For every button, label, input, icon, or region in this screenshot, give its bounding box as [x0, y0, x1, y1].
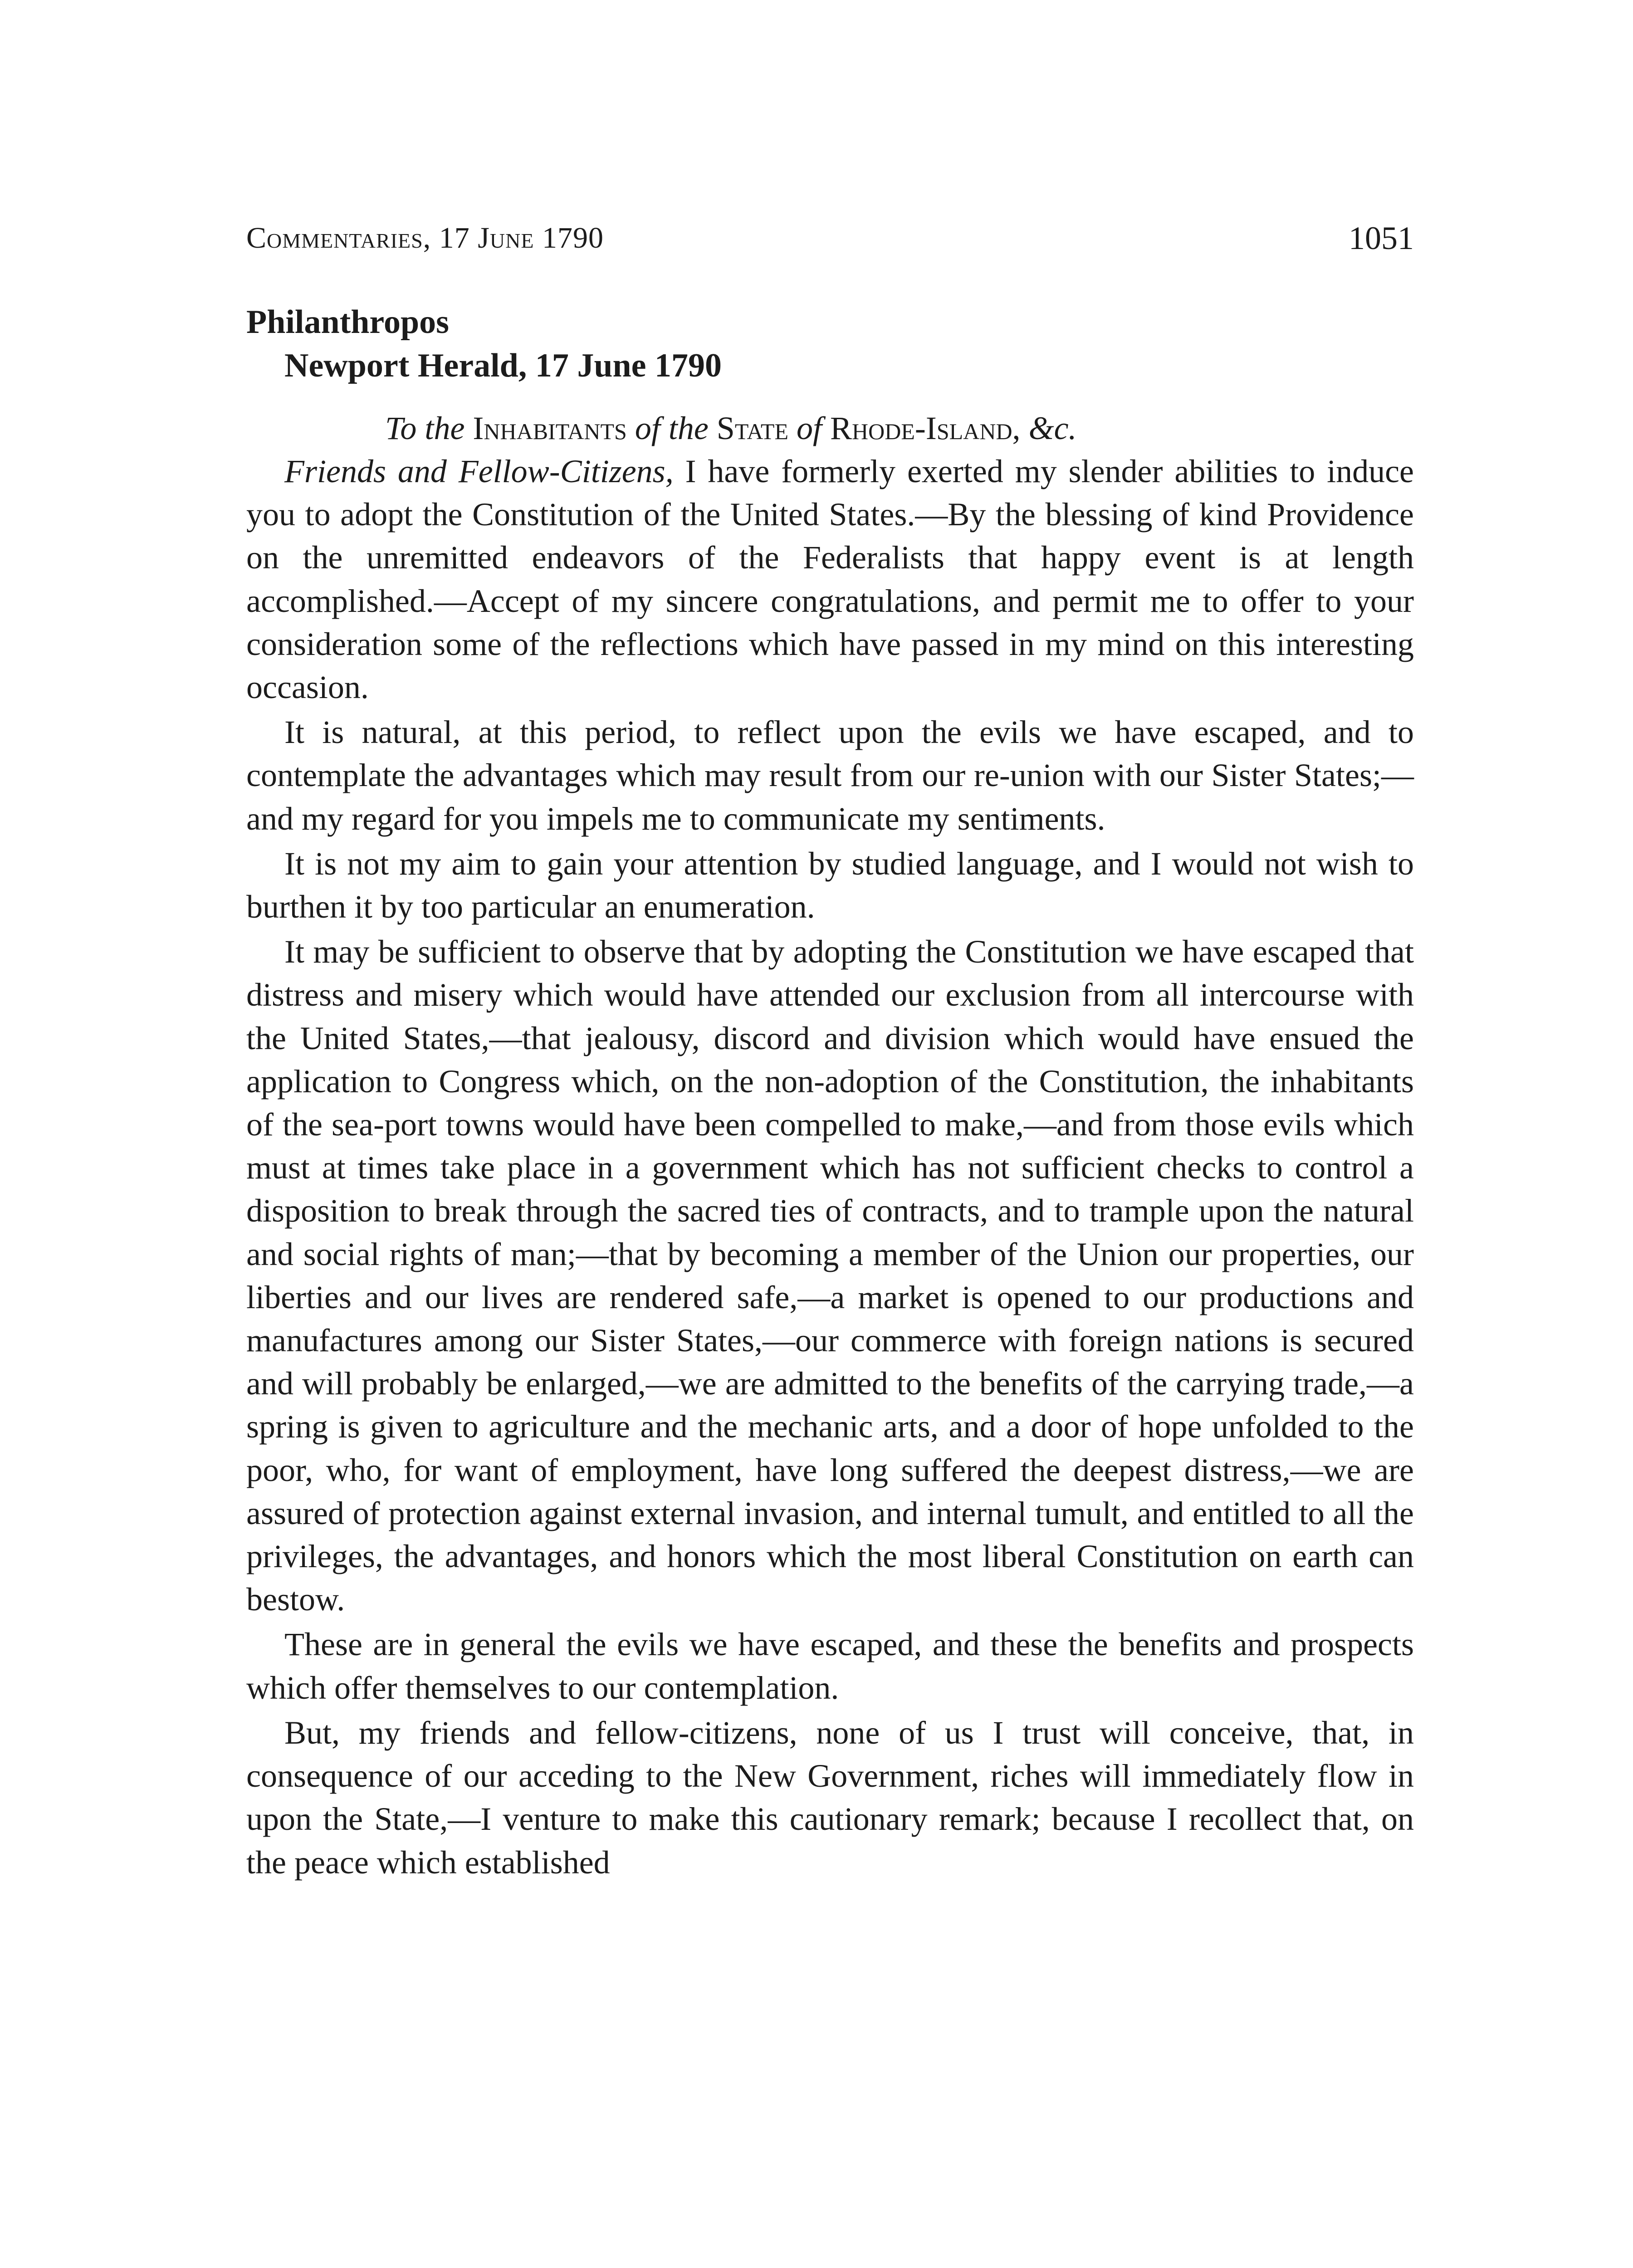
- address-of: of: [797, 410, 822, 446]
- address-to-the: To the: [385, 410, 465, 446]
- running-head: [246, 218, 1414, 259]
- address-state: State: [716, 410, 789, 446]
- address-of-the: of the: [635, 410, 709, 446]
- document-source: Newport Herald, 17 June 1790: [284, 347, 722, 384]
- paragraph-3: It is not my aim to gain your attention by studied language, and I would not wish to burthen it by too particular an enumeration.: [246, 845, 1414, 925]
- paragraph-1: [246, 450, 1414, 709]
- running-title: [246, 218, 604, 259]
- running-title-initial: C: [246, 221, 267, 254]
- page-number: 1051: [1349, 220, 1414, 256]
- paragraph-5: These are in general the evils we have escaped, and these the benefits and prospects which offer themselves to our contemplation.: [246, 1626, 1414, 1706]
- running-title-month-smallcaps: une: [489, 221, 534, 254]
- salutation: Friends and Fellow-Citizens,: [284, 453, 674, 489]
- paragraph-1-text: I have formerly exerted my slender abilities to induce you to adopt the Constitution of the United States.—By the blessing of kind Providence on the unremitted endeavors of the Federalists that happy event is at length accomplished.—Accept of my sincere congratulations, and permit me to offer to your consideration some of the reflections which have passed in my mind on this interesting occasion.: [246, 453, 1414, 706]
- address-line: [246, 406, 1414, 450]
- running-title-month-initial: J: [478, 221, 490, 254]
- document-page: [246, 218, 1414, 1884]
- paragraph-2: It is natural, at this period, to reflect upon the evils we have escaped, and to contemplate the advantages which may result from our re-union with our Sister States;—and my regard for you impels me to communicate my sentiments.: [246, 714, 1414, 837]
- running-title-date: , 17: [423, 221, 478, 254]
- running-title-smallcaps: ommentaries: [267, 221, 423, 254]
- address-etc: &c.: [1028, 410, 1077, 446]
- paragraph-6: But, my friends and fellow-citizens, none of us I trust will conceive, that, in consequence of our acceding to the New Government, riches will immediately flow in upon the State,—I venture to make this cautionary remark; because I recollect that, on the peace which established: [246, 1714, 1414, 1881]
- paragraph-4: It may be sufficient to observe that by adopting the Constitution we have escaped that distress and misery which would have attended our exclusion from all intercourse with the United States,—that jealousy, discord and division which would have ensued the application to Congress which, on the non-adoption of the Constitution, the inhabitants of the sea-port towns would have been compelled to make,—and from those evils which must at times take place in a government which has not sufficient checks to control a disposition to break through the sacred ties of contracts, and to trample upon the natural and social rights of man;—that by becoming a member of the Union our properties, our liberties and our lives are rendered safe,—a market is opened to our productions and manufactures among our Sister States,—our commerce with foreign nations is secured and will probably be enlarged,—we are admitted to the benefits of the carrying trade,—a spring is given to agriculture and the mechanic arts, and a door of hope unfolded to the poor, who, for want of employment, have long suffered the deepest distress,—we are assured of protection against external invasion, and internal tumult, and entitled to all the privileges, the advantages, and honors which the most liberal Constitution on earth can bestow.: [246, 934, 1414, 1618]
- address-rhode-island: Rhode-Island,: [830, 410, 1021, 446]
- address-inhabitants: Inhabitants: [473, 410, 627, 446]
- document-author: Philanthropos: [246, 303, 449, 341]
- running-title-year: 1790: [534, 221, 604, 254]
